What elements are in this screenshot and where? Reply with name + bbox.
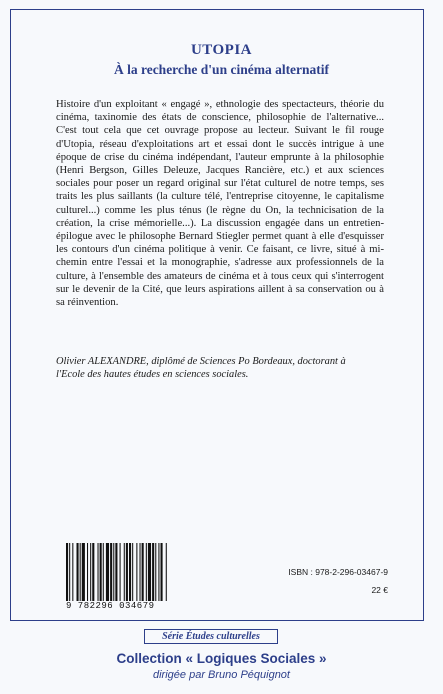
barcode-image xyxy=(64,543,200,609)
series-badge: Série Études culturelles xyxy=(144,629,278,644)
blurb-text: Histoire d'un exploitant « engagé », ethnologie des spectacteurs, théorie du cinéma, taxinomie des états de conscience, philosophie de l'alternative... C'est tout cela que cet ouvrage propose au lecteur. Suivant le fil rouge d'Utopia, réseau d'exploitations art et essai dont le succès intrigue à une époque de crise du cinéma indépendant, l'auteur emprunte à la philosophie (Henri Bergson, Gilles Deleuze, Jacques Rancière, etc.) et aux sciences sociales pour poser un regard original sur l'état culturel de notre temps, ses traits les plus saillants (la culture télé, l'entreprise citoyenne, le capitalisme culturel...) comme les plus ténus (le règne du On, la technicisation de la création, la crise mémorielle...). La discussion engagée dans un entretien-épilogue avec le philosophe Bernard Stiegler permet quant à elle d'esquisser les contours d'un cinéma politique à venir. Ce faisant, ce livre, situé à mi-chemin entre l'essai et la monographie, s'adresse aux professionnels de la culture, à l'ensemble des amateurs de cinéma et à tous ceux qui s'interrogent sur le devenir de la Cité, que leurs aspirations aillent à sa conservation ou à sa réinvention. xyxy=(56,99,384,309)
barcode-digits: 9 782296 034679 xyxy=(66,601,196,611)
book-subtitle: À la recherche d'un cinéma alternatif xyxy=(113,62,330,77)
collection-title: Collection « Logiques Sociales » xyxy=(116,651,327,666)
price-label: 22 € xyxy=(371,585,388,595)
book-title: UTOPIA xyxy=(190,42,253,58)
author-bio: Olivier ALEXANDRE, diplômé de Sciences Po Bordeaux, doctorant à l'Ecole des hautes études en sciences sociales. xyxy=(56,356,346,381)
collection-director: dirigée par Bruno Péquignot xyxy=(153,669,290,681)
isbn-label: ISBN : 978-2-296-03467-9 xyxy=(288,567,388,577)
